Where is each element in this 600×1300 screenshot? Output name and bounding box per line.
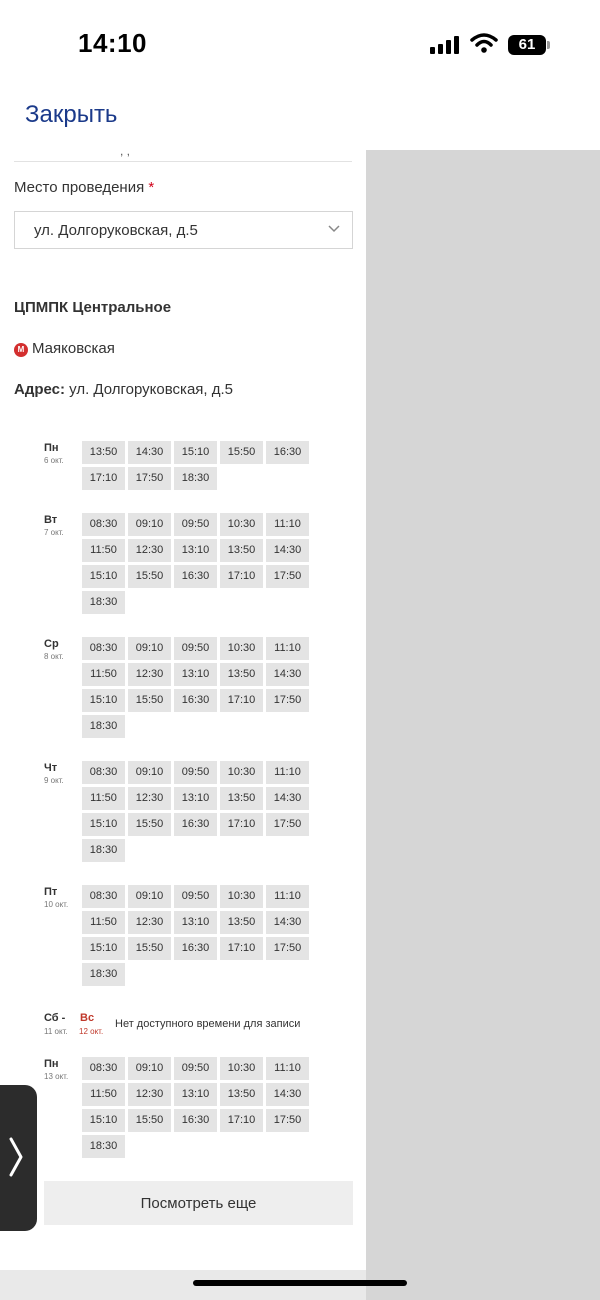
venue-label <box>14 179 154 196</box>
time-slot[interactable]: 18:30 <box>82 715 125 738</box>
status-time: 14:10 <box>78 28 147 58</box>
time-slot[interactable]: 11:50 <box>82 539 125 562</box>
time-slot[interactable]: 10:30 <box>220 761 263 784</box>
time-slot[interactable]: 13:10 <box>174 539 217 562</box>
time-slot[interactable]: 11:50 <box>82 663 125 686</box>
overlay-panel <box>366 150 600 1300</box>
time-slot-grid <box>82 1057 312 1158</box>
metro-icon: М <box>14 343 28 357</box>
time-slot[interactable]: 13:10 <box>174 663 217 686</box>
time-slot[interactable]: 15:50 <box>128 813 171 836</box>
weekend-sun: Вс <box>80 1012 95 1024</box>
day-name: Пт <box>44 886 58 898</box>
weekend-sun-date: 12 окт. <box>79 1027 104 1036</box>
time-slot[interactable]: 17:10 <box>220 937 263 960</box>
time-slot[interactable]: 09:50 <box>174 885 217 908</box>
time-slot[interactable]: 08:30 <box>82 637 125 660</box>
time-slot[interactable]: 09:10 <box>128 513 171 536</box>
time-slot[interactable]: 11:50 <box>82 1083 125 1106</box>
time-slot[interactable]: 17:50 <box>266 1109 309 1132</box>
time-slot-grid <box>82 885 312 986</box>
time-slot[interactable]: 11:10 <box>266 885 309 908</box>
side-drawer-tab[interactable] <box>0 1085 37 1231</box>
time-slot[interactable]: 12:30 <box>128 911 171 934</box>
time-slot[interactable]: 18:30 <box>82 963 125 986</box>
time-slot[interactable]: 18:30 <box>82 591 125 614</box>
metro-name: Маяковская <box>32 340 115 357</box>
address <box>14 381 233 398</box>
time-slot[interactable]: 11:50 <box>82 787 125 810</box>
day-name: Пн <box>44 1058 59 1070</box>
divider <box>14 161 352 162</box>
day-date: 13 окт. <box>44 1072 69 1081</box>
time-slot[interactable]: 15:50 <box>220 441 263 464</box>
time-slot[interactable]: 11:10 <box>266 637 309 660</box>
day-date: 6 окт. <box>44 456 64 465</box>
venue-select[interactable] <box>14 211 353 249</box>
clipped-field-text: , , <box>120 144 131 158</box>
day-date: 9 окт. <box>44 776 64 785</box>
venue-select-value: ул. Долгоруковская, д.5 <box>34 222 198 239</box>
time-slot[interactable]: 10:30 <box>220 513 263 536</box>
weekend-sat: Сб - <box>44 1012 66 1024</box>
time-slot[interactable]: 17:50 <box>266 689 309 712</box>
time-slot[interactable]: 17:50 <box>266 937 309 960</box>
time-slot[interactable]: 16:30 <box>174 689 217 712</box>
time-slot[interactable]: 15:10 <box>82 689 125 712</box>
time-slot[interactable]: 18:30 <box>82 839 125 862</box>
time-slot[interactable]: 15:10 <box>174 441 217 464</box>
time-slot[interactable]: 17:10 <box>220 813 263 836</box>
day-date: 10 окт. <box>44 900 69 909</box>
home-indicator[interactable] <box>193 1280 407 1286</box>
time-slot[interactable]: 17:10 <box>220 689 263 712</box>
time-slot[interactable]: 08:30 <box>82 885 125 908</box>
time-slot[interactable]: 09:50 <box>174 637 217 660</box>
time-slot[interactable]: 13:10 <box>174 911 217 934</box>
no-slots-note: Нет доступного времени для записи <box>115 1018 301 1030</box>
time-slot[interactable]: 09:10 <box>128 761 171 784</box>
day-name: Пн <box>44 442 59 454</box>
time-slot[interactable]: 16:30 <box>174 565 217 588</box>
venue-label-text: Место проведения <box>14 179 145 196</box>
time-slot-grid <box>82 637 312 738</box>
day-name: Чт <box>44 762 58 774</box>
time-slot[interactable]: 15:10 <box>82 1109 125 1132</box>
time-slot[interactable]: 16:30 <box>174 937 217 960</box>
time-slot[interactable]: 15:10 <box>82 813 125 836</box>
time-slot[interactable]: 16:30 <box>174 1109 217 1132</box>
time-slot[interactable]: 11:50 <box>82 911 125 934</box>
time-slot[interactable]: 13:50 <box>220 1083 263 1106</box>
time-slot[interactable]: 13:10 <box>174 787 217 810</box>
time-slot[interactable]: 14:30 <box>266 539 309 562</box>
weekend-block <box>0 1009 366 1039</box>
time-slot[interactable]: 09:10 <box>128 637 171 660</box>
time-slot[interactable]: 11:10 <box>266 513 309 536</box>
time-slot[interactable]: 08:30 <box>82 513 125 536</box>
time-slot[interactable]: 15:10 <box>82 565 125 588</box>
center-name: ЦПМПК Центральное <box>14 299 172 316</box>
time-slot[interactable]: 17:10 <box>82 467 125 490</box>
time-slot[interactable]: 15:50 <box>128 689 171 712</box>
address-label: Адрес: <box>14 381 65 398</box>
time-slot[interactable]: 15:50 <box>128 937 171 960</box>
time-slot[interactable]: 11:10 <box>266 761 309 784</box>
time-slot[interactable]: 17:10 <box>220 565 263 588</box>
time-slot[interactable]: 10:30 <box>220 885 263 908</box>
time-slot-grid <box>82 513 312 614</box>
time-slot[interactable]: 14:30 <box>266 911 309 934</box>
time-slot[interactable]: 12:30 <box>128 539 171 562</box>
time-slot[interactable]: 09:50 <box>174 513 217 536</box>
show-more-button[interactable]: Посмотреть еще <box>44 1181 353 1225</box>
day-name: Вт <box>44 514 58 526</box>
time-slot[interactable]: 09:50 <box>174 761 217 784</box>
time-slot[interactable]: 14:30 <box>266 1083 309 1106</box>
time-slot[interactable]: 18:30 <box>174 467 217 490</box>
time-slot[interactable]: 08:30 <box>82 1057 125 1080</box>
time-slot[interactable]: 09:10 <box>128 885 171 908</box>
time-slot[interactable]: 10:30 <box>220 1057 263 1080</box>
day-date: 8 окт. <box>44 652 64 661</box>
time-slot-grid <box>82 761 312 862</box>
time-slot[interactable]: 15:10 <box>82 937 125 960</box>
address-value: ул. Долгоруковская, д.5 <box>65 381 234 398</box>
time-slot[interactable]: 16:30 <box>174 813 217 836</box>
time-slot[interactable]: 17:50 <box>266 565 309 588</box>
time-slot[interactable]: 15:50 <box>128 1109 171 1132</box>
time-slot[interactable]: 14:30 <box>266 663 309 686</box>
chevron-right-icon <box>8 1137 24 1177</box>
signal-icon <box>430 36 462 54</box>
required-mark: * <box>148 179 155 196</box>
time-slot-grid <box>82 441 312 490</box>
time-slot[interactable]: 17:10 <box>220 1109 263 1132</box>
time-slot[interactable]: 08:30 <box>82 761 125 784</box>
wifi-icon <box>470 32 498 54</box>
weekend-sat-date: 11 окт. <box>44 1027 68 1036</box>
time-slot[interactable]: 13:50 <box>220 911 263 934</box>
time-slot[interactable]: 13:10 <box>174 1083 217 1106</box>
time-slot[interactable]: 14:30 <box>128 441 171 464</box>
day-date: 7 окт. <box>44 528 64 537</box>
day-name: Ср <box>44 638 59 650</box>
time-slot[interactable]: 12:30 <box>128 663 171 686</box>
time-slot[interactable]: 13:50 <box>82 441 125 464</box>
time-slot[interactable]: 13:50 <box>220 663 263 686</box>
time-slot[interactable]: 12:30 <box>128 1083 171 1106</box>
time-slot[interactable]: 17:50 <box>128 467 171 490</box>
booking-form <box>0 144 366 1270</box>
time-slot[interactable]: 18:30 <box>82 1135 125 1158</box>
time-slot[interactable]: 09:10 <box>128 1057 171 1080</box>
time-slot[interactable]: 12:30 <box>128 787 171 810</box>
time-slot[interactable]: 16:30 <box>266 441 309 464</box>
battery-cap <box>547 41 550 49</box>
close-button[interactable]: Закрыть <box>25 101 118 128</box>
time-slot[interactable]: 09:50 <box>174 1057 217 1080</box>
time-slot[interactable]: 10:30 <box>220 637 263 660</box>
time-slot[interactable]: 15:50 <box>128 565 171 588</box>
chevron-down-icon <box>328 225 340 233</box>
time-slot[interactable]: 14:30 <box>266 787 309 810</box>
time-slot[interactable]: 17:50 <box>266 813 309 836</box>
time-slot[interactable]: 13:50 <box>220 787 263 810</box>
time-slot[interactable]: 11:10 <box>266 1057 309 1080</box>
status-bar <box>0 0 600 90</box>
battery-icon: 61 <box>508 35 546 55</box>
time-slot[interactable]: 13:50 <box>220 539 263 562</box>
